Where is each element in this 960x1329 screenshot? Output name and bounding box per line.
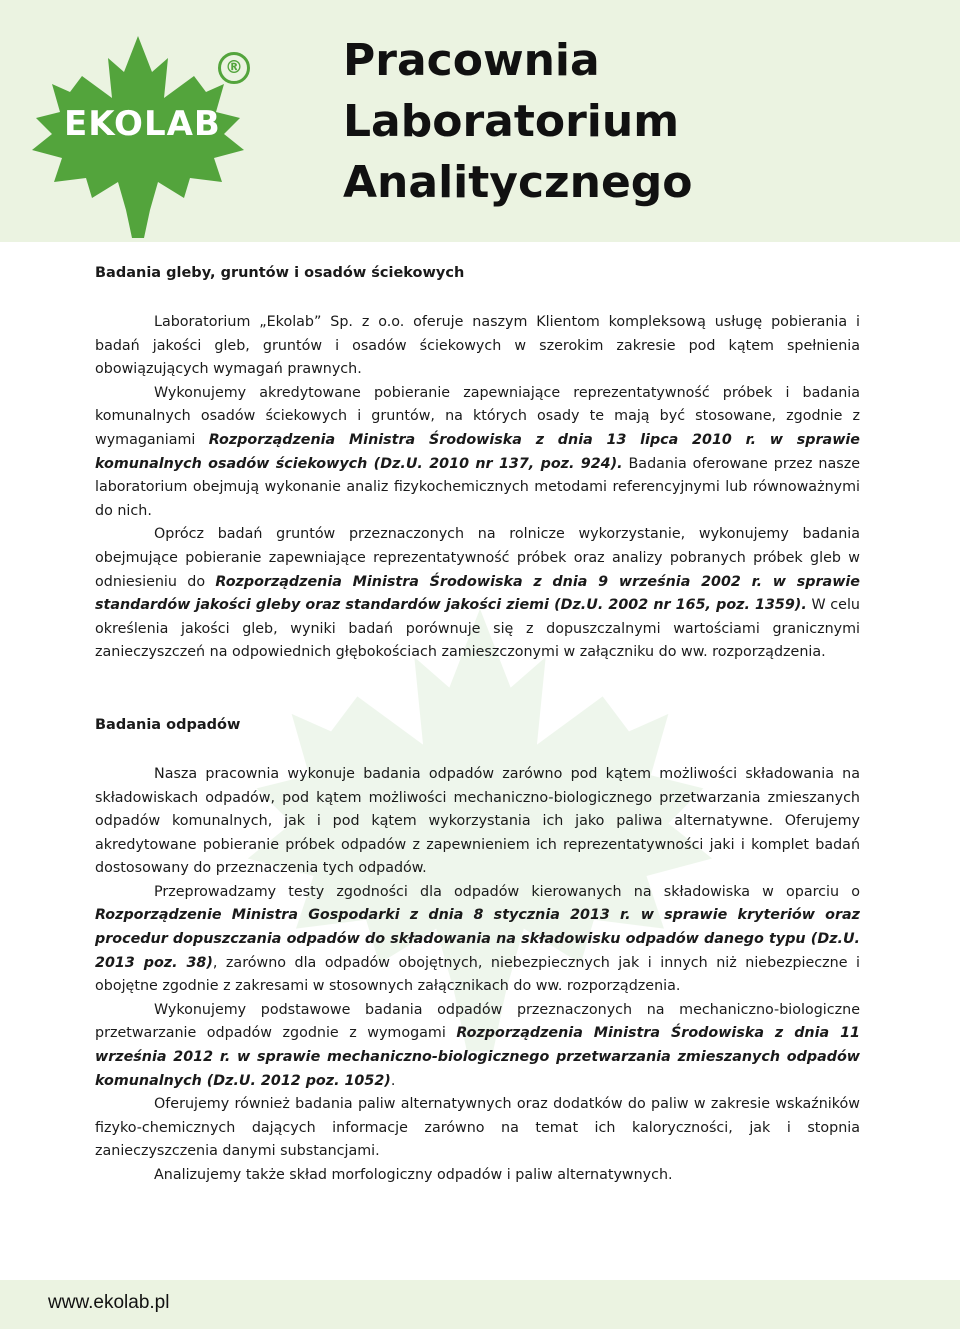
regulation-citation: Rozporządzenia Ministra Środowiska z dnia 11 września 2012 r. w sprawie mechaniczno-biologicznego przetwarzania zmieszanych odpadów komunalnych (Dz.U. 2012 poz. 1052) [95, 1025, 861, 1089]
paragraph: Analizujemy także skład morfologiczny odpadów i paliw alternatywnych. [154, 1167, 673, 1183]
paragraph: Laboratorium „Ekolab” Sp. z o.o. oferuje naszym Klientom kompleksową usługę pobierania i badań jakości gleb, gruntów i osadów ściekowych w szerokim zakresie pod kątem spełnienia obowiązujących wymagań prawnych. [95, 314, 860, 378]
brand-title [343, 30, 693, 213]
paragraph-text: W celu określenia jakości gleb, wyniki badań porównuje się z dopuszczalnymi wartościami granicznymi zanieczyszczeń na odpowiednich głębokościach zamieszczonymi w załączniku do ww. rozporządzenia. [95, 597, 860, 661]
paragraph [95, 523, 860, 665]
paragraph-text: , zarówno dla odpadów obojętnych, niebezpiecznych jak i innych niż niebezpieczne i obojętne zgodnie z zakresami w stosownych załącznikach do ww. rozporządzenia. [95, 954, 860, 995]
paragraph-text: Wykonujemy podstawowe badania odpadów przeznaczonych na mechaniczno-biologiczne przetwarzanie odpadów zgodnie z wymogami [95, 1001, 860, 1042]
brand-title-line: Analitycznego [343, 157, 693, 208]
paragraph: Oferujemy również badania paliw alternatywnych oraz dodatków do paliw w zakresie wskaźników fizyko-chemicznych dających informacje zarówno na temat ich kaloryczności, jak i stopnia zanieczyszczenia danymi substancjami. [95, 1096, 860, 1160]
paragraph [95, 881, 860, 999]
registered-mark: ® [218, 52, 250, 84]
paragraph-text: . [390, 1072, 396, 1089]
paragraph: Nasza pracownia wykonuje badania odpadów zarówno pod kątem możliwości składowania na składowiskach odpadów, pod kątem możliwości mechaniczno-biologicznego przetwarzania zmieszanych odpadów komunalnych, jak i pod kątem wykorzystania ich jako paliwa alternatywne. Oferujemy akredytowane pobieranie próbek odpadów z zapewnieniem ich reprezentatywności jaki i komplet badań dostosowany do przeznaczenia tych odpadów. [95, 765, 860, 877]
brand-title-line: Pracownia [343, 35, 600, 86]
footer-url[interactable]: www.ekolab.pl [48, 1292, 170, 1313]
paragraph-text: Przeprowadzamy testy zgodności dla odpadów kierowanych na składowiska w oparciu o [154, 883, 860, 900]
brand-title-line: Laboratorium [343, 96, 680, 147]
paragraph-text: Oprócz badań gruntów przeznaczonych na rolnicze wykorzystanie, wykonujemy badania obejmujące pobieranie zapewniające reprezentatywność próbek oraz analizy pobranych próbek gleb w odniesieniu do [95, 526, 860, 590]
regulation-citation: Rozporządzenia Ministra Środowiska z dnia 13 lipca 2010 r. w sprawie komunalnych osadów ściekowych (Dz.U. 2010 nr 137, poz. 924). [95, 431, 860, 472]
paragraph [95, 999, 860, 1093]
paragraph-text: Wykonujemy akredytowane pobieranie zapewniające reprezentatywność próbek i badania komunalnych osadów ściekowych i gruntów, na których osady te mają być stosowane, zgodnie z wymaganiami [95, 384, 860, 448]
section-heading-waste: Badania odpadów [95, 716, 241, 733]
document-body [95, 262, 860, 1188]
paragraph-text: Badania oferowane przez nasze laboratorium obejmują wykonanie analiz fizykochemicznych metodami referencyjnymi lub równoważnymi do nich. [95, 455, 861, 519]
regulation-citation: Rozporządzenia Ministra Środowiska z dnia 9 września 2002 r. w sprawie standardów jakości gleby oraz standardów jakości ziemi (Dz.U. 2002 nr 165, poz. 1359). [95, 573, 860, 614]
paragraph [95, 382, 860, 524]
regulation-citation: Rozporządzenie Ministra Gospodarki z dnia 8 stycznia 2013 r. w sprawie kryteriów oraz procedur dopuszczania odpadów do składowania na składowisku odpadów danego typu (Dz.U. 2013 poz. 38) [95, 907, 860, 971]
logo-text: EKOLAB [64, 104, 221, 144]
section-heading-soil: Badania gleby, gruntów i osadów ściekowych [95, 265, 465, 281]
section-waste [95, 714, 860, 1188]
